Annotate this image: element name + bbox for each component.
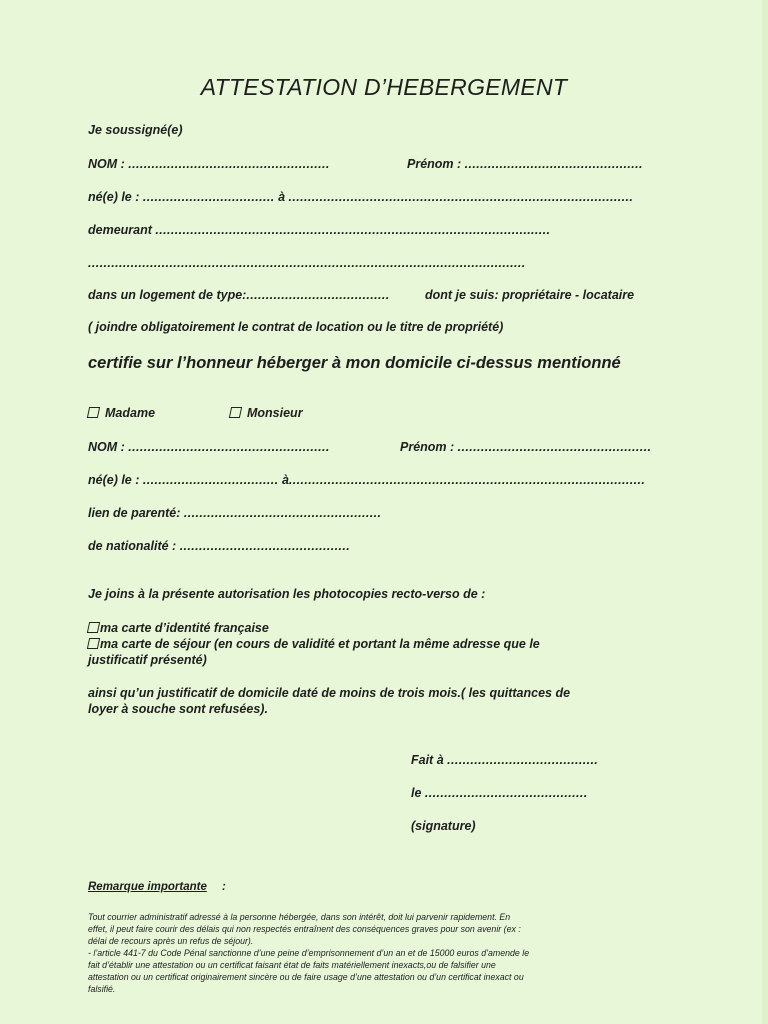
remarque-line-6: attestation ou un certificat originairement sincère ou de faire usage d’une attestation ou d’un certificat inexact ou — [88, 972, 524, 982]
guest-prenom-row — [400, 440, 651, 454]
guest-nationalite-label: de nationalité : — [88, 539, 177, 553]
guest-ne-label: né(e) le : — [88, 473, 140, 487]
madame-label: Madame — [105, 406, 156, 420]
host-address-line2 — [88, 256, 526, 270]
remarque-colon: : — [222, 881, 226, 893]
guest-nationalite-field[interactable]: ............................................ — [179, 539, 351, 553]
ainsi-line-1: ainsi qu’un justificatif de domicile daté de moins de trois mois.( les quittances de — [88, 686, 571, 700]
carte-sejour-label: ma carte de séjour (en cours de validité et portant la même adresse que le — [100, 637, 540, 651]
option-carte-sejour[interactable] — [88, 636, 540, 652]
guest-nom-label: NOM : — [88, 440, 125, 454]
guest-lien-label: lien de parenté: — [88, 506, 181, 520]
madame-option[interactable] — [88, 406, 155, 420]
monsieur-checkbox[interactable] — [229, 407, 242, 418]
host-logement-row — [88, 288, 390, 302]
host-joindre-note: ( joindre obligatoirement le contrat de location ou le titre de propriété) — [88, 320, 504, 334]
fait-row — [411, 753, 598, 767]
remarque-line-1: Tout courrier administratif adressé à la personne hébergée, dans son intérêt, doit lui parvenir rapidement. En — [88, 912, 511, 922]
remarque-text — [88, 911, 670, 995]
remarque-line-7: falsifié. — [88, 984, 116, 994]
le-label: le — [411, 786, 422, 800]
document-title: ATTESTATION D’HEBERGEMENT — [200, 74, 568, 100]
le-row — [411, 786, 588, 800]
guest-lien-field[interactable]: ................................................... — [183, 506, 382, 520]
carte-identite-label: ma carte d’identité française — [100, 621, 269, 635]
host-birth-row — [88, 190, 633, 204]
host-demeurant-label: demeurant — [88, 223, 152, 237]
host-ne-label: né(e) le : — [88, 190, 140, 204]
page-edge — [762, 0, 768, 1024]
guest-birth-row — [88, 473, 645, 487]
host-prenom-row — [407, 157, 643, 171]
guest-prenom-label: Prénom : — [400, 440, 455, 454]
option-carte-identite[interactable] — [88, 620, 540, 636]
guest-nationalite-row — [88, 539, 350, 553]
guest-a-label: à — [281, 473, 289, 487]
host-address-field-2[interactable]: ................................................................................................................. — [88, 256, 526, 270]
host-nom-field[interactable]: .................................................... — [128, 157, 330, 171]
host-prenom-label: Prénom : — [407, 157, 462, 171]
soussigne-label: Je soussigné(e) — [88, 123, 183, 137]
guest-prenom-field[interactable]: .................................................. — [457, 440, 652, 454]
fait-label: Fait à — [411, 753, 444, 767]
joins-intro: Je joins à la présente autorisation les photocopies recto-verso de : — [88, 587, 486, 601]
guest-nom-field[interactable]: .................................................... — [128, 440, 330, 454]
signature-label: (signature) — [411, 819, 476, 833]
host-nom-label: NOM : — [88, 157, 125, 171]
remarque-title: Remarque importante — [88, 881, 207, 893]
host-prenom-field[interactable]: .............................................. — [464, 157, 643, 171]
guest-nom-row — [88, 440, 330, 454]
ainsi-line-2: loyer à souche sont refusées). — [88, 702, 268, 716]
host-logement-label: dans un logement de type: — [88, 288, 247, 302]
host-nom-row — [88, 157, 330, 171]
host-a-label: à — [278, 190, 286, 204]
remarque-line-2: effet, il peut faire courir des délais qui non respectés entraînent des conséquences graves pour son avenir (ex : — [88, 924, 521, 934]
host-demeurant-row — [88, 223, 550, 237]
madame-checkbox[interactable] — [87, 407, 100, 418]
remarque-line-5: fait d’établir une attestation ou un certificat faisant état de faits matériellement inexacts,ou de falsifier une — [88, 960, 496, 970]
host-ne-field[interactable]: .................................. — [142, 190, 275, 204]
remarque-line-3: délai de recours après un refus de séjour). — [88, 936, 254, 946]
carte-sejour-label-cont: justificatif présenté) — [88, 653, 207, 667]
guest-lien-row — [88, 506, 381, 520]
monsieur-label: Monsieur — [247, 406, 303, 420]
le-field[interactable]: .......................................... — [424, 786, 588, 800]
carte-sejour-checkbox[interactable] — [87, 638, 100, 649]
carte-identite-checkbox[interactable] — [87, 622, 100, 633]
ainsi-paragraph — [88, 685, 570, 717]
guest-ne-field[interactable]: ................................... — [142, 473, 279, 487]
fait-field[interactable]: ....................................... — [447, 753, 599, 767]
guest-a-field[interactable]: ............................................................................................ — [288, 473, 646, 487]
host-logement-field[interactable]: ..................................... — [246, 288, 390, 302]
host-a-field[interactable]: ......................................................................................... — [288, 190, 634, 204]
joins-options — [88, 620, 540, 668]
host-demeurant-field[interactable]: ...................................................................................................... — [155, 223, 551, 237]
host-dont-label: dont je suis: propriétaire - locataire — [425, 288, 635, 302]
remarque-line-4: - l’article 441-7 du Code Pénal sanctionne d’une peine d’emprisonnement d’un an et de 15000 euros d’amende le — [88, 948, 530, 958]
monsieur-option[interactable] — [230, 406, 303, 420]
certifie-statement: certifie sur l’honneur héberger à mon domicile ci-dessus mentionné — [88, 354, 621, 372]
